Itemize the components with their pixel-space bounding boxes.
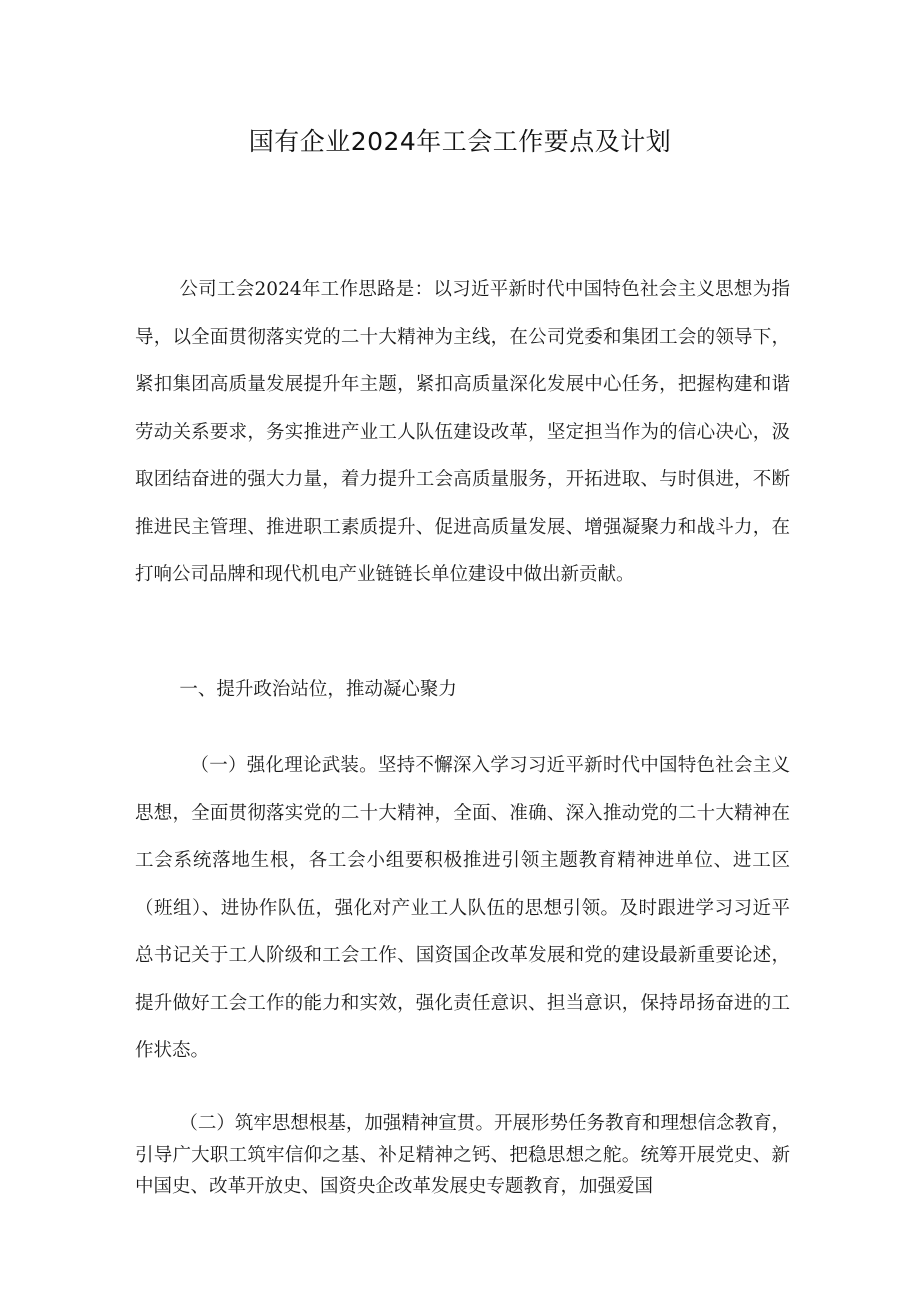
document-title: 国有企业2024年工会工作要点及计划 — [248, 127, 672, 156]
section-1-item-2-paragraph: （二）筑牢思想根基，加强精神宣贯。开展形势任务教育和理想信念教育，引导广大职工筑牢信仰之基、补足精神之钙、把稳思想之舵。统筹开展党史、新中国史、改革开放史、国资央企改革发展史专题教育，加强爱国 — [135, 1113, 790, 1197]
lead-paragraph: 公司工会2024年工作思路是：以习近平新时代中国特色社会主义思想为指导，以全面贯彻落实党的二十大精神为主线，在公司党委和集团工会的领导下，紧扣集团高质量发展提升年主题，紧扣高质量深化发展中心任务，把握构建和谐劳动关系要求，务实推进产业工人队伍建设改革，坚定担当作为的信心决心，汲取团结奋进的强大力量，着力提升工会高质量服务，开拓进取、与时俱进，不断推进民主管理、推进职工素质提升、促进高质量发展、增强凝聚力和战斗力，在打响公司品牌和现代机电产业链链长单位建设中做出新贡献。 — [135, 279, 790, 585]
section-1-heading: 一、提升政治站位，推动凝心聚力 — [179, 679, 457, 700]
section-1-item-1-paragraph: （一）强化理论武装。坚持不懈深入学习习近平新时代中国特色社会主义思想，全面贯彻落实党的二十大精神，全面、准确、深入推动党的二十大精神在工会系统落地生根，各工会小组要积极推进引领主题教育精神进单位、进工区（班组）、进协作队伍，强化对产业工人队伍的思想引领。及时跟进学习习近平总书记关于工人阶级和工会工作、国资国企改革发展和党的建设最新重要论述，提升做好工会工作的能力和实效，强化责任意识、担当意识，保持昂扬奋进的工作状态。 — [135, 755, 790, 1061]
